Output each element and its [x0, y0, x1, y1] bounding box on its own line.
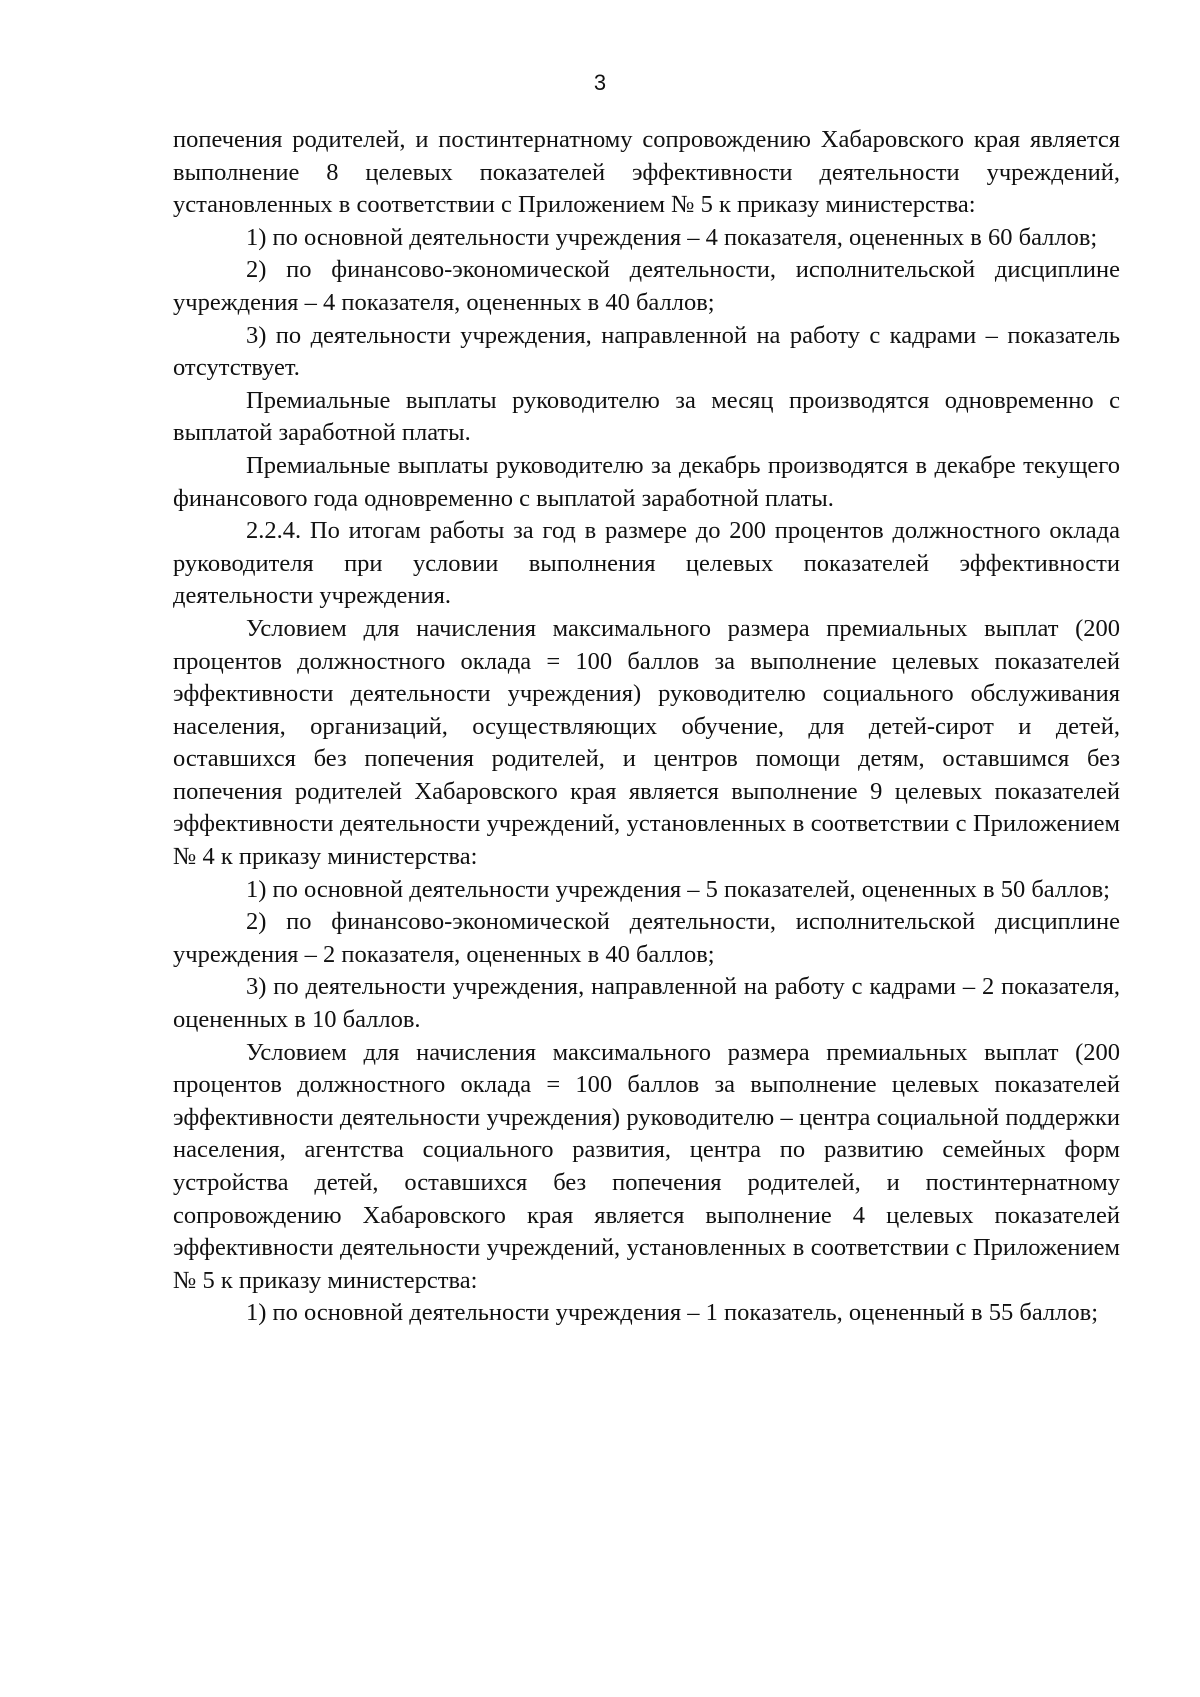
- paragraph: Условием для начисления максимального размера премиальных выплат (200 процентов должностного оклада = 100 баллов за выполнение целевых показателей эффективности деятельности учреждения) руководителю – центра социальной поддержки населения, агентства социального развития, центра по развитию семейных форм устройства детей, оставшихся без попечения родителей, и постинтернатному сопровождению Хабаровского края является выполнение 4 целевых показателей эффективности деятельности учреждений, установленных в соответствии с Приложением № 5 к приказу министерства:: [173, 1038, 1120, 1294]
- document-body: [173, 124, 1120, 1330]
- paragraph: Премиальные выплаты руководителю за месяц производятся одновременно с выплатой заработной платы.: [173, 386, 1120, 447]
- list-item: 1) по основной деятельности учреждения – 5 показателей, оцененных в 50 баллов;: [246, 875, 1110, 903]
- paragraph: попечения родителей, и постинтернатному сопровождению Хабаровского края является выполнение 8 целевых показателей эффективности деятельности учреждений, установленных в соответствии с Приложением № 5 к приказу министерства:: [173, 126, 1120, 219]
- paragraph: Премиальные выплаты руководителю за декабрь производятся в декабре текущего финансового года одновременно с выплатой заработной платы.: [173, 451, 1120, 512]
- paragraph: Условием для начисления максимального размера премиальных выплат (200 процентов должностного оклада = 100 баллов за выполнение целевых показателей эффективности деятельности учреждения) руководителю социального обслуживания населения, организаций, осуществляющих обучение, для детей-сирот и детей, оставшихся без попечения родителей, и центров помощи детям, оставшимся без попечения родителей Хабаровского края является выполнение 9 целевых показателей эффективности деятельности учреждений, установленных в соответствии с Приложением № 4 к приказу министерства:: [173, 614, 1120, 871]
- list-item: 1) по основной деятельности учреждения – 4 показателя, оцененных в 60 баллов;: [246, 223, 1098, 251]
- list-item: 2) по финансово-экономической деятельности, исполнительской дисциплине учреждения – 4 показателя, оцененных в 40 баллов;: [173, 256, 1120, 316]
- list-item: 3) по деятельности учреждения, направленной на работу с кадрами – 2 показателя, оцененных в 10 баллов.: [173, 973, 1120, 1034]
- list-item: 1) по основной деятельности учреждения – 1 показатель, оцененный в 55 баллов;: [246, 1299, 1098, 1327]
- section-paragraph: 2.2.4. По итогам работы за год в размере до 200 процентов должностного оклада руководителя при условии выполнения целевых показателей эффективности деятельности учреждения.: [173, 517, 1120, 610]
- list-item: 3) по деятельности учреждения, направленной на работу с кадрами – показатель отсутствует.: [173, 321, 1120, 382]
- list-item: 2) по финансово-экономической деятельности, исполнительской дисциплине учреждения – 2 показателя, оцененных в 40 баллов;: [173, 908, 1120, 968]
- page-number: 3: [593, 70, 607, 95]
